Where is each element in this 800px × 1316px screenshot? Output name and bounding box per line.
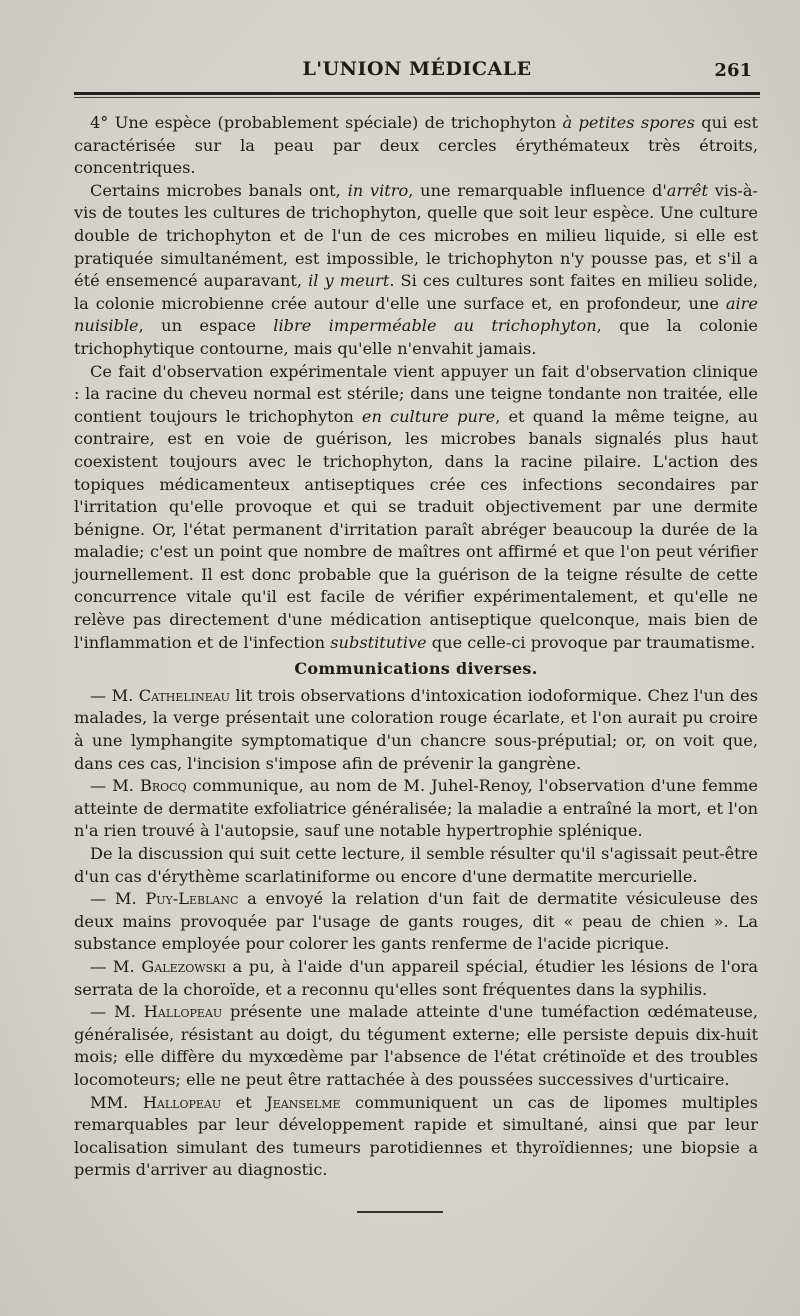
paragraph-banal-microbes: Certains microbes banals ont, in vitro, une remarquable influence d'arrêt vis-à-vis de toutes les cultures de trichophyton, quelle que soit leur espèce. Une culture double de trichophyton et de l'un de ces microbes en milieu liquide, si elle est pratiquée simultanément, est impossible, le trichophyton n'y pousse pas, et s'il a été ensemencé auparavant, il y meurt. Si ces cultures sont faites en milieu solide, la colonie microbienne crée autour d'elle une surface et, en profondeur, une aire nuisible, un espace libre imperméable au trichophyton, que la colonie trichophytique contourne, mais qu'elle n'envahit jamais. (74, 180, 759, 358)
end-rule (357, 1211, 443, 1213)
header-rule-thin (74, 97, 760, 98)
paragraph-trichophyton-species: 4° Une espèce (probablement spéciale) de trichophyton à petites spores qui est caractérisée sur la peau par deux cercles érythémateux très étroits, concentriques. (74, 113, 758, 178)
page-number: 261 (714, 60, 752, 81)
header-rule (74, 92, 760, 95)
communication-hallopeau-jeanselme: MM. Hallopeau et Jeanselme communiquent un cas de lipomes multiples remarquables par leur développement rapide et simultané, ainsi que par leur localisation simulant des tumeurs parotidiennes et thyroïdiennes; une biopsie a permis d'arriver au diagnostic. (74, 1092, 758, 1180)
communication-cathelineau: — M. Cathelineau lit trois observations d'intoxication iodoformique. Chez l'un des malades, la verge présentait une coloration rouge écarlate, et l'on aurait pu croire à une lymphangite symptomatique d'un chancre sous-préputial; or, on voit que, dans ces cas, l'incision s'impose afin de prévenir la gangrène. (74, 685, 758, 773)
communication-brocq: — M. Brocq communique, au nom de M. Juhel-Renoy, l'observation d'une femme atteinte de dermatite exfoliatrice généralisée; la maladie a entraîné la mort, et l'on n'a rien trouvé à l'autopsie, sauf une notable hypertrophie splénique. (74, 776, 758, 841)
running-head: L'UNION MÉDICALE (302, 58, 532, 80)
article-body (74, 112, 758, 1182)
communication-galezowski: — M. Galezowski a pu, à l'aide d'un appareil spécial, étudier les lésions de l'ora serrata de la choroïde, et a reconnu qu'elles sont fréquentes dans la syphilis. (74, 956, 759, 999)
paragraph-clinical-observation: Ce fait d'observation expérimentale vient appuyer un fait d'observation clinique : la racine du cheveu normal est stérile; dans une teigne tondante non traitée, elle contient toujours le trichophyton en culture pure, et quand la même teigne, au contraire, est en voie de guérison, les microbes banals signalés plus haut coexistent toujours avec le trichophyton, dans la racine pilaire. L'action des topiques médicamenteux antiseptiques crée ces infections secondaires par l'irritation qu'elle provoque et qui se traduit objectivement par une dermite bénigne. Or, l'état permanent d'irritation paraît abréger beaucoup la durée de la maladie; c'est un point que nombre de maîtres ont affirmé et que l'on peut vérifier journellement. Il est donc probable que la guérison de la teigne résulte de cette concurrence vitale qu'il est facile de vérifier expérimentalement, et qu'elle ne relève pas directement d'une médication antiseptique quelconque, mais bien de l'inflammation et de l'infection substitutive que celle-ci provoque par traumatisme. (74, 361, 758, 652)
communication-discussion: De la discussion qui suit cette lecture, il semble résulter qu'il s'agissait peut-être d'un cas d'érythème scarlatiniforme ou encore d'une dermatite mercurielle. (74, 844, 758, 886)
communication-hallopeau: — M. Hallopeau présente une malade atteinte d'une tuméfaction œdémateuse, généralisée, résistant au doigt, du tégument externe; elle persiste depuis dix-huit mois; elle diffère du myxœdème par l'absence de l'état crétinoïde et des troubles locomoteurs; elle ne peut être rattachée à des poussées successives d'urticaire. (74, 1002, 758, 1089)
page-header (74, 58, 760, 88)
communication-puy-leblanc: — M. Puy-Leblanc a envoyé la relation d'un fait de dermatite vésiculeuse des deux mains provoquée par l'usage de gants rouges, dit « peau de chien ». La substance employée pour colorer les gants renferme de l'acide picrique. (74, 889, 759, 954)
section-title: Communications diverses. (294, 659, 538, 679)
